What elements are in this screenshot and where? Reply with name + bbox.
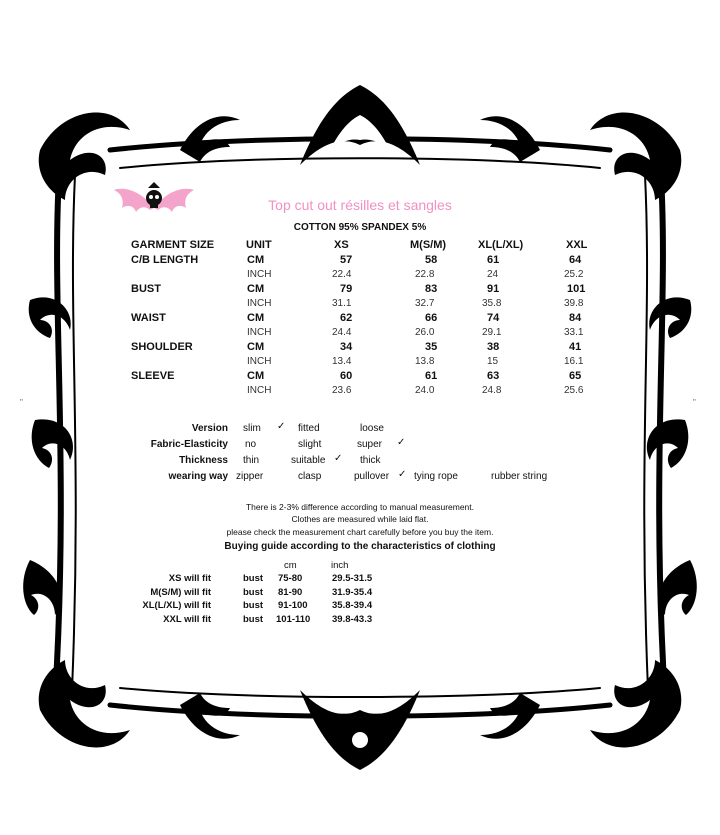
- table-cell: 66: [425, 312, 438, 324]
- table-cell-unit: INCH: [247, 327, 272, 338]
- table-cell: 91: [487, 283, 500, 295]
- char-label-version: Version: [191, 423, 228, 434]
- measurement-note: Clothes are measured while laid flat.: [291, 514, 429, 524]
- table-cell: 34: [340, 341, 353, 353]
- table-cell: 29.1: [482, 327, 502, 338]
- table-header-garment-size: GARMENT SIZE: [131, 239, 215, 251]
- table-cell: 24.4: [332, 327, 352, 338]
- page-title: Top cut out résilles et sangles: [268, 197, 452, 213]
- guide-cell: 35.8-39.4: [332, 600, 373, 611]
- table-cell: 16.1: [564, 356, 584, 367]
- check-mark-icon: ✓: [397, 437, 406, 448]
- guide-cell: 91-100: [278, 600, 308, 611]
- side-mark: ": [20, 398, 23, 407]
- table-cell: 38: [487, 341, 500, 353]
- measurement-note: There is 2-3% difference according to manual measurement.: [245, 502, 475, 512]
- table-cell: 41: [569, 341, 582, 353]
- side-mark: ": [693, 398, 696, 407]
- table-cell: 84: [569, 312, 582, 324]
- table-cell: 62: [340, 312, 353, 324]
- table-cell-unit: INCH: [247, 298, 272, 309]
- guide-header-inch: inch: [331, 560, 349, 571]
- table-cell: 61: [425, 370, 438, 382]
- table-cell: 64: [569, 254, 582, 266]
- table-cell-unit: CM: [247, 312, 265, 324]
- table-cell: 24.0: [415, 385, 435, 396]
- char-option: super: [357, 439, 383, 450]
- table-cell: 22.8: [415, 269, 435, 280]
- char-option: fitted: [298, 423, 320, 434]
- char-option: clasp: [298, 471, 322, 482]
- char-label-wearing-way: wearing way: [168, 471, 228, 482]
- guide-cell: 31.9-35.4: [332, 587, 373, 598]
- table-cell: 57: [340, 254, 353, 266]
- fabric-composition: COTTON 95% SPANDEX 5%: [293, 222, 427, 233]
- guide-cell: 101-110: [276, 614, 311, 625]
- table-cell: 35.8: [482, 298, 502, 309]
- table-cell: 58: [425, 254, 438, 266]
- table-cell: 32.7: [415, 298, 435, 309]
- char-option: thick: [360, 455, 381, 466]
- table-cell: 31.1: [332, 298, 352, 309]
- table-cell: 39.8: [564, 298, 584, 309]
- guide-row-label: XL(L/XL) will fit: [142, 600, 211, 611]
- char-option: slim: [243, 423, 261, 434]
- table-cell: 79: [340, 283, 353, 295]
- guide-row-label: XS will fit: [168, 573, 211, 584]
- char-option: suitable: [291, 455, 326, 466]
- guide-cell: bust: [243, 614, 264, 625]
- table-cell: 15: [487, 356, 499, 367]
- char-label-thickness: Thickness: [179, 455, 228, 466]
- table-header-xs: XS: [334, 239, 349, 251]
- guide-cell: 39.8-43.3: [332, 614, 373, 625]
- table-row-label: SHOULDER: [131, 341, 193, 353]
- table-cell-unit: CM: [247, 341, 265, 353]
- table-cell: 25.2: [564, 269, 584, 280]
- table-cell: 23.6: [332, 385, 352, 396]
- table-cell: 33.1: [564, 327, 584, 338]
- table-row-label: SLEEVE: [131, 370, 175, 382]
- table-cell-unit: CM: [247, 254, 265, 266]
- char-option: no: [245, 439, 257, 450]
- measurement-note: please check the measurement chart carefully before you buy the item.: [226, 527, 494, 537]
- table-row-label: C/B LENGTH: [131, 254, 199, 266]
- guide-cell: 75-80: [278, 573, 303, 584]
- table-cell: 61: [487, 254, 500, 266]
- table-cell: 24: [487, 269, 499, 280]
- check-mark-icon: ✓: [277, 421, 286, 432]
- check-mark-icon: ✓: [334, 453, 343, 464]
- table-cell: 26.0: [415, 327, 435, 338]
- table-cell: 65: [569, 370, 582, 382]
- guide-cell: bust: [243, 573, 264, 584]
- char-label-fabric-elasticity: Fabric-Elasticity: [150, 439, 228, 450]
- guide-cell: 81-90: [278, 587, 303, 598]
- guide-row-label: XXL will fit: [163, 614, 211, 625]
- table-cell-unit: INCH: [247, 356, 272, 367]
- char-option: slight: [298, 439, 322, 450]
- table-cell: 60: [340, 370, 353, 382]
- char-option: thin: [243, 455, 260, 466]
- char-option: tying rope: [414, 471, 458, 482]
- char-option: rubber string: [491, 471, 548, 482]
- char-option: zipper: [236, 471, 264, 482]
- table-cell: 13.8: [415, 356, 435, 367]
- table-cell: 13.4: [332, 356, 352, 367]
- table-cell-unit: INCH: [247, 385, 272, 396]
- table-header-unit: UNIT: [246, 239, 272, 251]
- guide-header-cm: cm: [284, 560, 297, 571]
- table-cell: 35: [425, 341, 438, 353]
- table-header-xl: XL(L/XL): [478, 239, 524, 251]
- table-cell: 22.4: [332, 269, 352, 280]
- char-option: loose: [360, 423, 384, 434]
- table-row-label: WAIST: [131, 312, 166, 324]
- char-option: pullover: [354, 471, 390, 482]
- buying-guide-title: Buying guide according to the characteristics of clothing: [224, 541, 496, 552]
- table-cell: 83: [425, 283, 438, 295]
- table-header-m: M(S/M): [410, 239, 447, 251]
- table-cell: 25.6: [564, 385, 584, 396]
- table-row-label: BUST: [131, 283, 161, 295]
- guide-row-label: M(S/M) will fit: [150, 587, 211, 598]
- table-cell-unit: CM: [247, 370, 265, 382]
- table-cell: 63: [487, 370, 500, 382]
- table-cell: 74: [487, 312, 500, 324]
- table-cell: 101: [567, 283, 586, 295]
- table-cell: 24.8: [482, 385, 502, 396]
- table-cell-unit: CM: [247, 283, 265, 295]
- guide-cell: bust: [243, 587, 264, 598]
- table-header-xxl: XXL: [566, 239, 588, 251]
- guide-cell: 29.5-31.5: [332, 573, 373, 584]
- table-cell-unit: INCH: [247, 269, 272, 280]
- check-mark-icon: ✓: [398, 469, 407, 480]
- guide-cell: bust: [243, 600, 264, 611]
